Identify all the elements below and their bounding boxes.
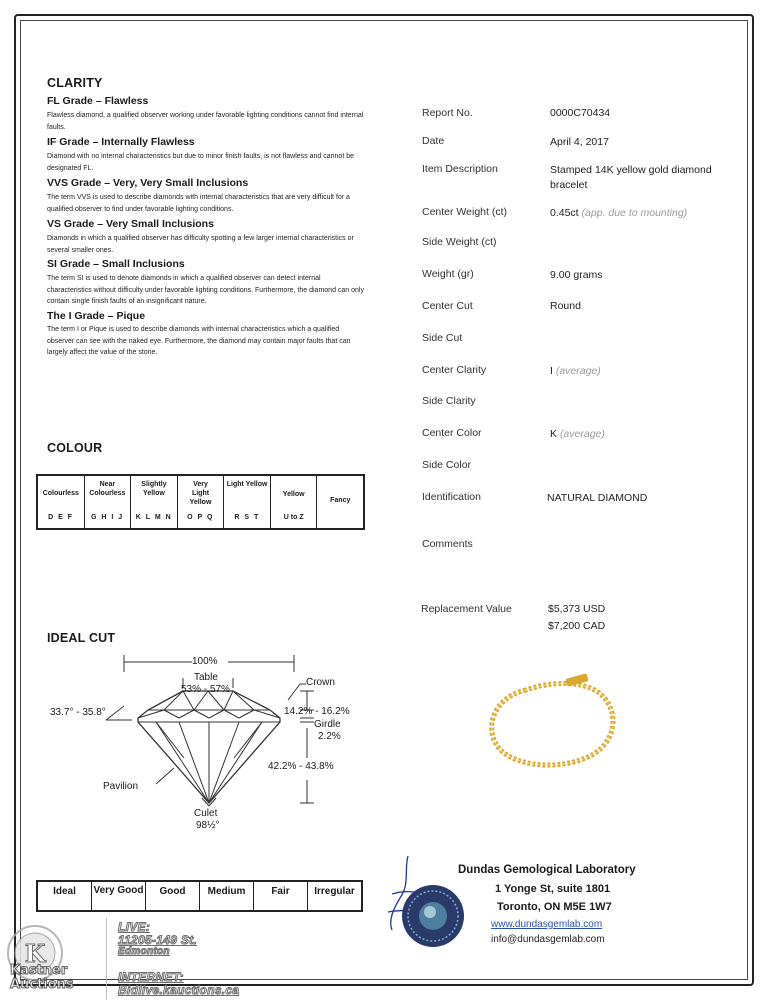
diagram-culet-label: Culet [194,808,218,819]
colour-heading: COLOUR [47,441,103,455]
grade-vvs-desc: The term VVS is used to describe diamonds with internal characteristics that are very difficult for a qualified observer to find under favorable lighting conditions. [47,194,350,213]
svg-text:K: K [24,939,46,968]
center-clarity-value: I [550,365,553,377]
cut-grade-cell: Irregular [314,886,355,897]
replacement-value-label: Replacement Value [421,603,512,615]
grade-i-title: The I Grade – Pique [47,310,146,322]
diagram-total-label: 100% [192,656,218,667]
grade-vs-title: VS Grade – Very Small Inclusions [47,218,214,230]
date-value: April 4, 2017 [550,136,609,148]
watermark-live-label: LIVE: [118,920,151,934]
diagram-crown-label: Crown [306,677,335,688]
date-label: Date [422,135,445,147]
replacement-value-cad: $7,200 CAD [548,620,606,632]
colour-cell-grades: R S T [234,514,260,521]
grade-vvs-title: VVS Grade – Very, Very Small Inclusions [47,177,249,189]
side-cut-label: Side Cut [422,332,463,344]
lab-address-line1: 1 Yonge St, suite 1801 [495,883,611,895]
side-color-label: Side Color [422,459,472,471]
grade-fl-desc: Flawless diamond, a qualified observer working under favorable lighting conditions cannot find internal faults. [47,112,364,131]
center-color-row [550,427,605,442]
cut-grade-cell: Good [146,882,200,910]
side-weight-label: Side Weight (ct) [422,236,497,248]
watermark-live-address1: 11205-149 St. [118,933,198,947]
item-description-label: Item Description [422,163,498,175]
grade-vs-desc: Diamonds in which a qualified observer has difficulty spotting a few larger internal characteristics or several smaller ones. [47,235,354,254]
center-cut-label: Center Cut [422,300,473,312]
watermark-internet-url[interactable]: Bidlive.kauctions.ca [118,983,240,997]
lab-address-line2: Toronto, ON M5E 1W7 [497,901,612,913]
replacement-value-usd: $5,373 USD [548,603,606,615]
colour-cell [85,476,132,528]
colour-scale-table [36,474,365,530]
watermark-divider [106,918,107,1000]
center-weight-label: Center Weight (ct) [422,206,507,218]
lab-name: Dundas Gemological Laboratory [458,864,636,876]
center-color-label: Center Color [422,427,482,439]
colour-cell-grades: U to Z [283,514,304,521]
colour-cell-grades: K L M N [135,514,173,521]
grade-si-title: SI Grade – Small Inclusions [47,258,185,270]
colour-cell-grades: O P Q [187,514,214,521]
kastner-logo-top: Kastner [10,963,68,978]
colour-cell-name: Very Light Yellow [189,481,212,506]
weight-gr-value: 9.00 grams [550,269,603,281]
colour-cell-grades: G H I J [91,514,124,521]
diagram-girdle-label: Girdle [314,719,341,730]
diagram-pavilion-depth: 42.2% - 43.8% [268,761,334,772]
cut-grade-cell: Very Good [92,882,146,910]
side-clarity-label: Side Clarity [422,395,476,407]
colour-cell [224,476,271,528]
colour-cell-name: Yellow [282,491,305,498]
center-clarity-row [550,364,601,379]
report-no-value: 0000C70434 [550,107,611,119]
center-weight-row [550,206,687,221]
diagram-crown-height: 14.2% - 16.2% [284,706,350,717]
comments-label: Comments [422,538,473,550]
colour-cell-name: Fancy [330,497,351,504]
cut-grade-cell: Ideal [38,882,92,910]
lab-website-link[interactable]: www.dundasgemlab.com [491,919,603,930]
weight-gr-label: Weight (gr) [422,268,474,280]
center-cut-value: Round [550,300,581,312]
center-color-note: (average) [559,428,605,440]
clarity-heading: CLARITY [47,76,103,90]
center-weight-note: (app. due to mounting) [581,207,688,219]
diagram-crown-angle: 33.7° - 35.8° [50,707,106,718]
diagram-girdle-value: 2.2% [318,731,341,742]
diagram-table-range: 53% - 57% [181,684,230,695]
diagram-culet-value: 98½° [196,820,220,831]
watermark-live-address2: Edmonton [118,946,170,957]
kastner-auctions-watermark [0,918,240,1000]
grade-i-desc: The term I or Pique is used to describe diamonds with internal characteristics which a qualified observer can see with the naked eye. Furthermore, the diamond may contain major faults that can largely affect the value of the stone. [47,326,351,356]
item-description-value: Stamped 14K yellow gold diamond bracelet [550,164,712,191]
grade-if-title: IF Grade – Internally Flawless [47,136,195,148]
diagram-pavilion-label: Pavilion [103,781,139,792]
center-clarity-label: Center Clarity [422,364,487,376]
colour-cell [271,476,318,528]
grade-fl-title: FL Grade – Flawless [47,95,149,107]
colour-cell-name: Slightly Yellow [141,481,167,497]
colour-cell-grades: D E F [48,514,74,521]
grade-si-desc: The term SI is used to denote diamonds in which a qualified observer can detect internal characteristics without difficulty under favorable lighting conditions. Furthermore, the diamond can only contain single finish faults of an insignificant nature. [47,275,364,305]
kastner-logo-text [10,964,74,992]
grade-if-desc: Diamond with no internal characteristics but due to minor finish faults, is not flawless and cannot be designated FL. [47,153,354,172]
diagram-table-label: Table [194,672,218,683]
identification-label: Identification [422,491,481,503]
bracelet-photo [478,672,628,782]
colour-cell-name: Colourless [42,490,79,497]
lab-email: info@dundasgemlab.com [491,934,605,945]
center-clarity-note: (average) [555,365,601,377]
ideal-cut-heading: IDEAL CUT [47,631,116,645]
report-no-label: Report No. [422,107,473,119]
center-weight-value: 0.45ct [550,207,579,219]
center-color-value: K [550,428,558,440]
signature-and-hologram-seal [380,850,470,950]
identification-value: NATURAL DIAMOND [547,492,648,504]
colour-cell [317,476,363,528]
colour-cell-name: Light Yellow [226,481,268,488]
colour-cell [38,476,85,528]
colour-cell [178,476,225,528]
kastner-logo-bottom: Auctions [10,977,74,992]
cut-grade-cell: Fair [254,882,308,910]
colour-cell [131,476,178,528]
cut-grade-table [36,880,363,912]
colour-cell-name: Near Colourless [89,481,126,497]
watermark-internet-label: INTERNET: [118,970,184,984]
cut-grade-cell: Medium [200,882,254,910]
